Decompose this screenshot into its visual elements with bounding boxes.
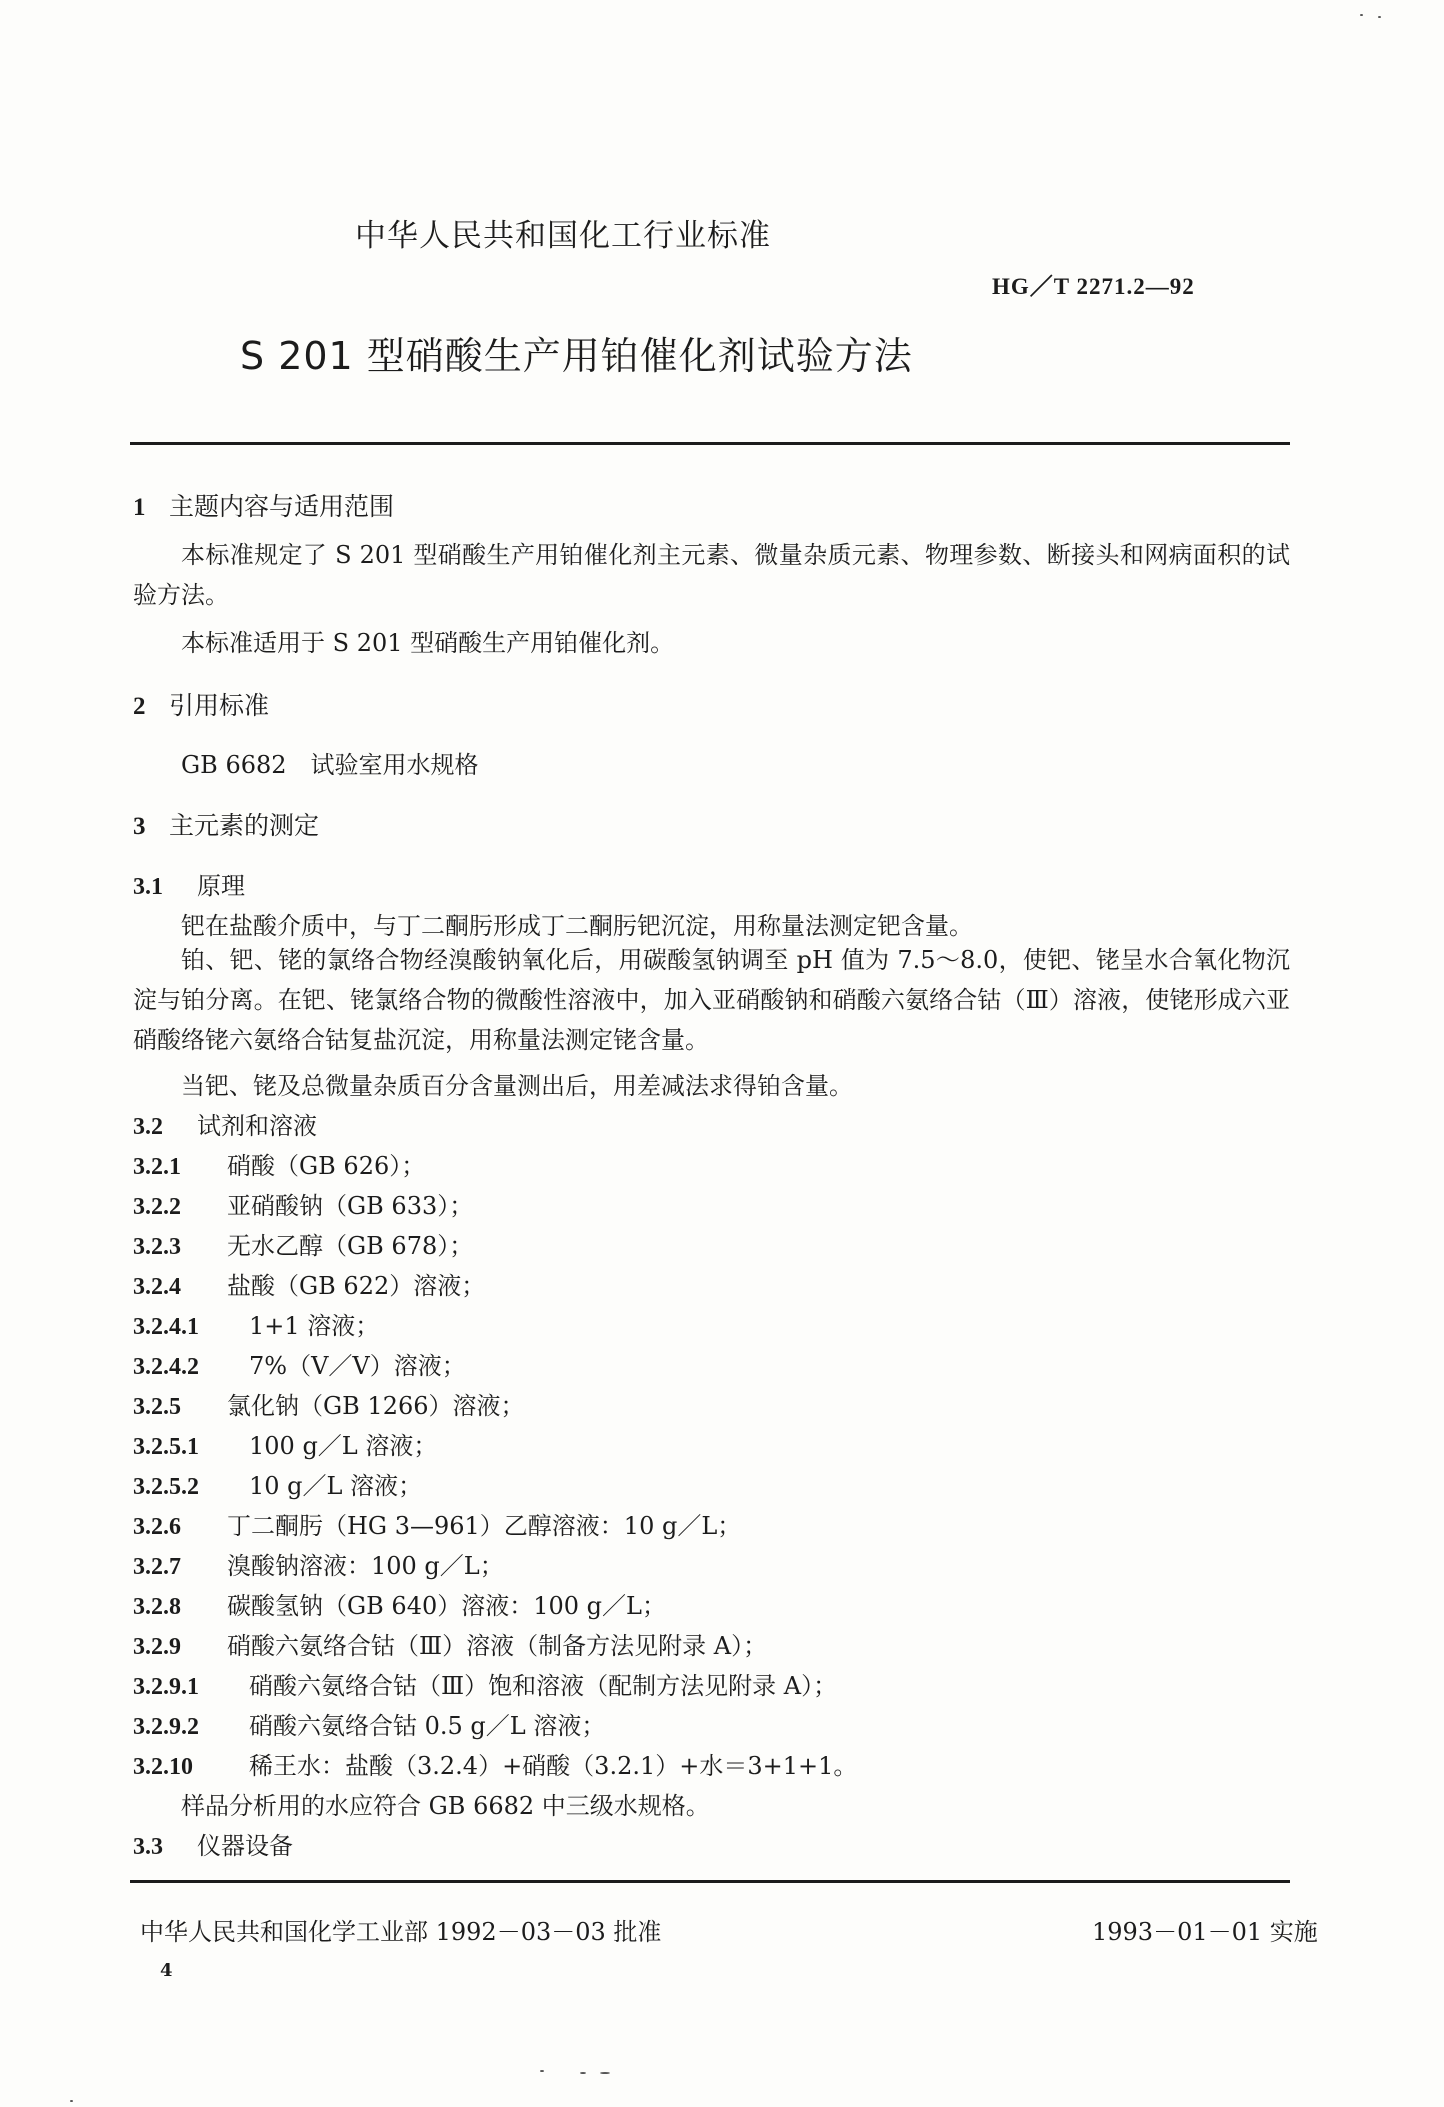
reagent-item — [133, 1626, 767, 1661]
reagent-item — [133, 1546, 504, 1581]
reagent-item — [133, 1706, 605, 1741]
item-text: 硝酸（GB 626）； — [227, 1152, 426, 1180]
scan-speck — [540, 2070, 544, 2072]
item-number: 3.2.8 — [133, 1594, 181, 1620]
reagent-item — [133, 1506, 741, 1541]
item-number: 3.2.1 — [133, 1154, 181, 1180]
reagent-item — [133, 1306, 379, 1341]
subsection-title: 仪器设备 — [197, 1832, 293, 1860]
scan-speck — [1378, 16, 1381, 18]
reagent-item — [133, 1746, 857, 1781]
page-number: 4 — [160, 1960, 173, 1981]
item-number: 3.2.3 — [133, 1234, 181, 1260]
section-number: 1 — [133, 494, 146, 521]
item-number: 3.2.4.2 — [133, 1354, 199, 1380]
water-quality-note: 样品分析用的水应符合 GB 6682 中三级水规格。 — [181, 1792, 710, 1820]
principle-paragraph-1: 钯在盐酸介质中，与丁二酮肟形成丁二酮肟钯沉淀，用称量法测定钯含量。 — [181, 912, 973, 940]
subsection-3-3-heading — [133, 1826, 293, 1861]
reagent-item — [133, 1426, 437, 1461]
subsection-3-2-heading — [133, 1106, 317, 1141]
item-number: 3.2.10 — [133, 1754, 193, 1780]
subsection-3-1-heading — [133, 866, 245, 901]
item-text: 稀王水：盐酸（3.2.4）+硝酸（3.2.1）+水＝3+1+1。 — [249, 1752, 858, 1780]
item-text: 硝酸六氨络合钴（Ⅲ）溶液（制备方法见附录 A）； — [227, 1632, 768, 1660]
item-text: 硝酸六氨络合钴（Ⅲ）饱和溶液（配制方法见附录 A）； — [249, 1672, 838, 1700]
item-number: 3.2.5 — [133, 1394, 181, 1420]
organization-title: 中华人民共和国化工行业标准 — [355, 218, 771, 254]
effective-date: 1993－01－01 实施 — [1092, 1918, 1318, 1946]
scan-speck — [70, 2100, 73, 2102]
standard-code: HG／T 2271.2—92 — [992, 274, 1195, 299]
item-text: 100 g／L 溶液； — [249, 1432, 438, 1460]
principle-paragraph-3: 当钯、铑及总微量杂质百分含量测出后，用差减法求得铂含量。 — [181, 1072, 853, 1100]
section-number: 3 — [133, 813, 146, 840]
section-title: 引用标准 — [169, 691, 270, 720]
item-text: 10 g／L 溶液； — [249, 1472, 423, 1500]
item-number: 3.2.9.2 — [133, 1714, 199, 1740]
section-3-heading — [133, 806, 319, 842]
section-1-paragraph-scope: 本标准规定了 S 201 型硝酸生产用铂催化剂主元素、微量杂质元素、物理参数、断接头和网病面积的试验方法。 — [133, 541, 1290, 609]
footer-rule — [130, 1880, 1290, 1883]
item-text: 1+1 溶液； — [249, 1312, 380, 1340]
scan-speck — [1360, 14, 1363, 16]
principle-paragraph-2: 铂、钯、铑的氯络合物经溴酸钠氧化后，用碳酸氢钠调至 pH 值为 7.5～8.0，使钯、铑呈水合氧化物沉淀与铂分离。在钯、铑氯络合物的微酸性溶液中，加入亚硝酸钠和硝酸六氨络合钴（Ⅲ）溶液，使铑形成六亚硝酸络铑六氨络合钴复盐沉淀，用称量法测定铑含量。 — [133, 946, 1290, 1054]
subsection-number: 3.1 — [133, 874, 163, 900]
item-number: 3.2.5.2 — [133, 1474, 199, 1500]
reagent-item — [133, 1146, 425, 1181]
item-number: 3.2.4.1 — [133, 1314, 199, 1340]
item-text: 丁二酮肟（HG 3—961）乙醇溶液：10 g／L； — [227, 1512, 742, 1540]
section-1-heading — [133, 487, 394, 523]
approval-line: 中华人民共和国化学工业部 1992－03－03 批准 — [140, 1918, 662, 1946]
item-text: 无水乙醇（GB 678）； — [227, 1232, 474, 1260]
header-rule — [130, 442, 1290, 445]
reagent-item — [133, 1586, 666, 1621]
scan-speck — [580, 2072, 586, 2074]
reagent-item — [133, 1226, 473, 1261]
section-title: 主题内容与适用范围 — [169, 492, 395, 521]
subsection-number: 3.3 — [133, 1834, 163, 1860]
reagent-item — [133, 1466, 422, 1501]
item-text: 盐酸（GB 622）溶液； — [227, 1272, 486, 1300]
document-title: S 201 型硝酸生产用铂催化剂试验方法 — [240, 334, 913, 378]
item-text: 氯化钠（GB 1266）溶液； — [227, 1392, 525, 1420]
item-number: 3.2.6 — [133, 1514, 181, 1540]
reagent-item — [133, 1346, 466, 1381]
section-title: 主元素的测定 — [169, 811, 320, 840]
item-text: 碳酸氢钠（GB 640）溶液：100 g／L； — [227, 1592, 666, 1620]
reference-standard: GB 6682 试验室用水规格 — [181, 751, 479, 779]
reagent-item — [133, 1266, 485, 1301]
item-number: 3.2.9 — [133, 1634, 181, 1660]
reagent-item — [133, 1666, 837, 1701]
item-number: 3.2.2 — [133, 1194, 181, 1220]
subsection-title: 原理 — [197, 872, 245, 900]
section-number: 2 — [133, 693, 146, 720]
section-1-paragraph-applicability: 本标准适用于 S 201 型硝酸生产用铂催化剂。 — [181, 629, 675, 657]
scan-speck — [600, 2072, 610, 2074]
section-2-heading — [133, 686, 269, 722]
reagent-item — [133, 1386, 525, 1421]
item-text: 硝酸六氨络合钴 0.5 g／L 溶液； — [249, 1712, 606, 1740]
item-number: 3.2.5.1 — [133, 1434, 199, 1460]
subsection-title: 试剂和溶液 — [197, 1112, 317, 1140]
item-text: 7%（V／V）溶液； — [249, 1352, 466, 1380]
item-number: 3.2.9.1 — [133, 1674, 199, 1700]
item-number: 3.2.4 — [133, 1274, 181, 1300]
item-text: 亚硝酸钠（GB 633）； — [227, 1192, 474, 1220]
item-text: 溴酸钠溶液：100 g／L； — [227, 1552, 504, 1580]
item-number: 3.2.7 — [133, 1554, 181, 1580]
subsection-number: 3.2 — [133, 1114, 163, 1140]
reagent-item — [133, 1186, 473, 1221]
